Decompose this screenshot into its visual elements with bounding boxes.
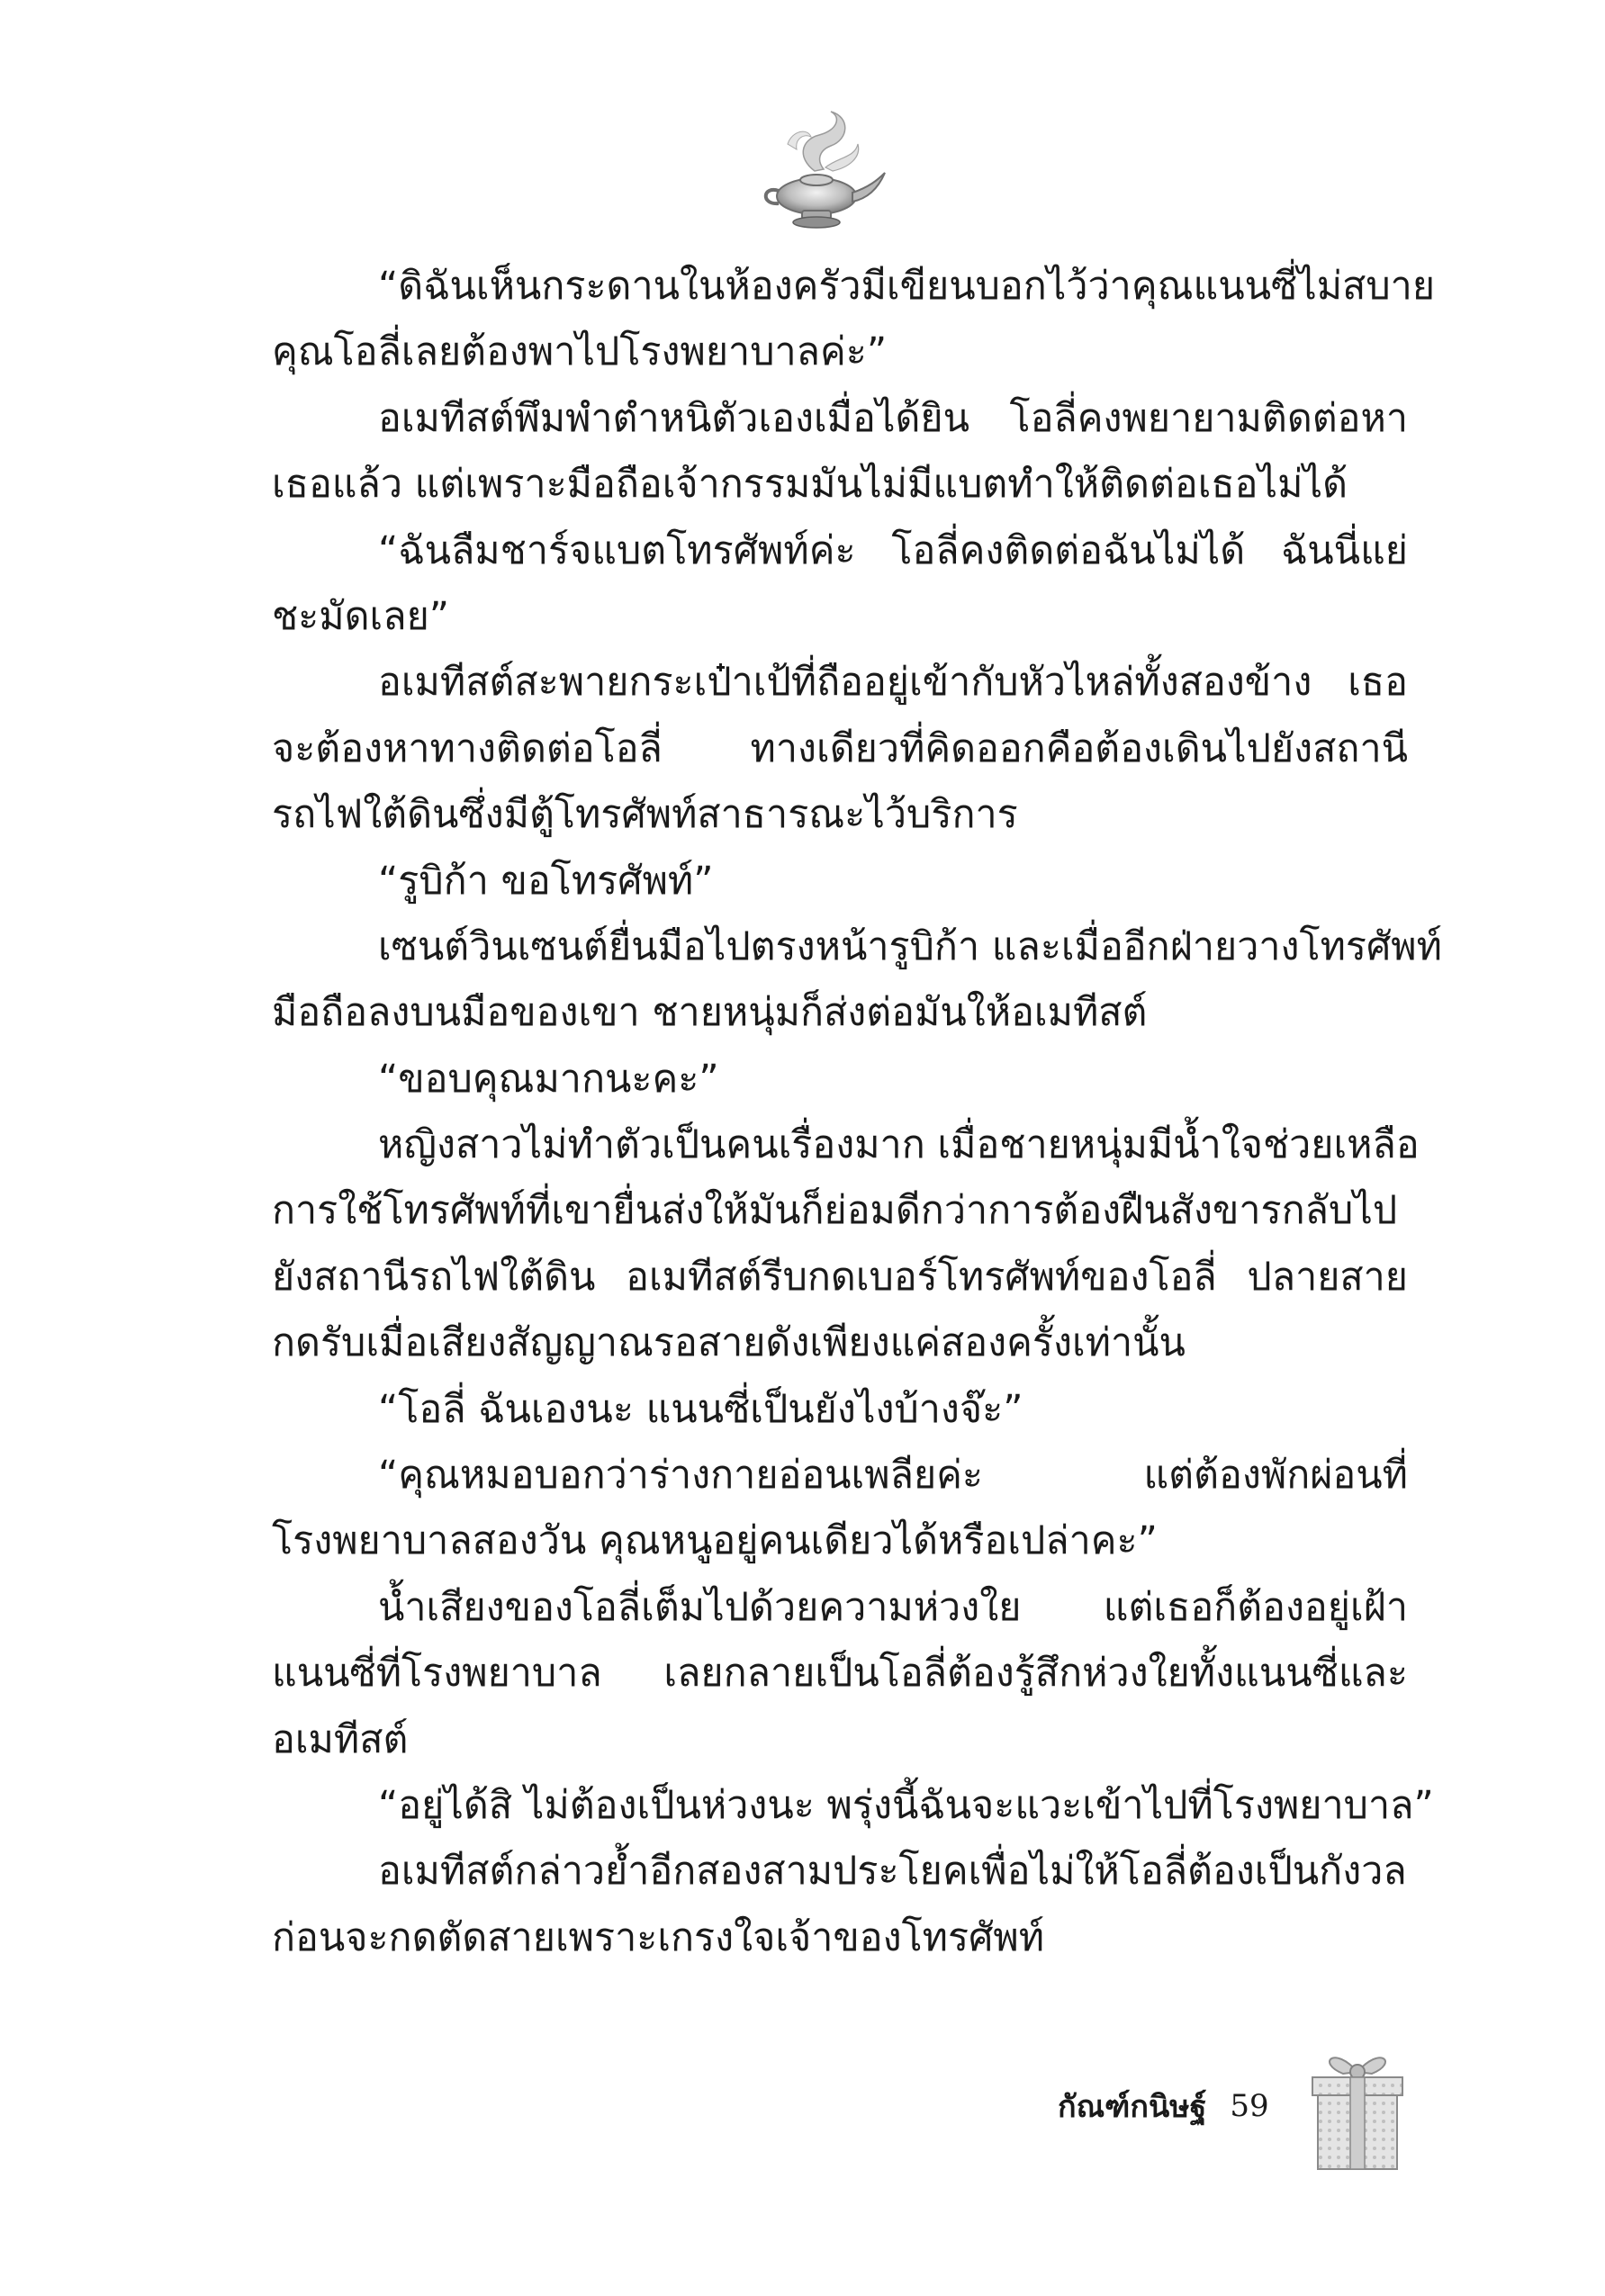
text-line: ยังสถานีรถไฟใต้ดิน อเมทีสต์รีบกดเบอร์โทรศัพท์ของโอลี่ ปลายสาย (272, 1254, 1408, 1300)
text-line: อเมทีสต์สะพายกระเป๋าเป้ที่ถืออยู่เข้ากับหัวไหล่ทั้งสองข้าง เธอ (378, 660, 1408, 706)
text-line: อเมทีสต์พึมพำตำหนิตัวเองเมื่อได้ยิน โอลี่คงพยายามติดต่อหา (378, 395, 1408, 441)
text-line: “อยู่ได้สิ ไม่ต้องเป็นห่วงนะ พรุ่งนี้ฉันจะแวะเข้าไปที่โรงพยาบาล” (378, 1782, 1434, 1828)
text-line: “รูบิก้า ขอโทรศัพท์” (378, 858, 714, 904)
text-line: ก่อนจะกดตัดสายเพราะเกรงใจเจ้าของโทรศัพท์ (272, 1914, 1045, 1960)
text-line: อเมทีสต์ (272, 1716, 409, 1762)
text-line: เธอแล้ว แต่เพราะมือถือเจ้ากรรมมันไม่มีแบตทำให้ติดต่อเธอไม่ได้ (272, 462, 1348, 508)
page-number: 59 (1230, 2088, 1269, 2124)
text-line: โรงพยาบาลสองวัน คุณหนูอยู่คนเดียวได้หรือเปล่าคะ” (272, 1518, 1158, 1564)
text-line: การใช้โทรศัพท์ที่เขายื่นส่งให้มันก็ย่อมดีกว่าการต้องฝืนสังขารกลับไป (272, 1188, 1398, 1234)
text-line: “คุณหมอบอกว่าร่างกายอ่อนเพลียค่ะ แต่ต้องพักผ่อนที่ (378, 1453, 1408, 1499)
gift-box-icon (1307, 2036, 1408, 2173)
body-text (272, 254, 1442, 1971)
text-line: “โอลี่ ฉันเองนะ แนนซี่เป็นยังไงบ้างจ๊ะ” (378, 1386, 1023, 1432)
text-line: “ขอบคุณมากนะคะ” (378, 1056, 719, 1102)
text-line: “ดิฉันเห็นกระดานในห้องครัวมีเขียนบอกไว้ว่าคุณแนนซี่ไม่สบาย (378, 264, 1436, 309)
text-line: อเมทีสต์กล่าวย้ำอีกสองสามประโยคเพื่อไม่ให้โอลี่ต้องเป็นกังวล (378, 1849, 1407, 1895)
text-line: กดรับเมื่อเสียงสัญญาณรอสายดังเพียงแค่สองครั้งเท่านั้น (272, 1320, 1186, 1366)
text-line: หญิงสาวไม่ทำตัวเป็นคนเรื่องมาก เมื่อชายหนุ่มมีน้ำใจช่วยเหลือ (378, 1122, 1420, 1168)
text-line: แนนซี่ที่โรงพยาบาล เลยกลายเป็นโอลี่ต้องรู้สึกห่วงใยทั้งแนนซี่และ (272, 1651, 1408, 1697)
text-line: คุณโอลี่เลยต้องพาไปโรงพยาบาลค่ะ” (272, 329, 888, 375)
text-line: เซนต์วินเซนต์ยื่นมือไปตรงหน้ารูบิก้า และเมื่ออีกฝ่ายวางโทรศัพท์ (378, 923, 1442, 969)
page-footer (1058, 2075, 1269, 2138)
text-line: “ฉันลืมชาร์จแบตโทรศัพท์ค่ะ โอลี่คงติดต่อฉันไม่ได้ ฉันนี่แย่ (378, 527, 1408, 573)
magic-lamp-icon (752, 108, 887, 230)
text-line: น้ำเสียงของโอลี่เต็มไปด้วยความห่วงใย แต่เธอก็ต้องอยู่เฝ้า (378, 1584, 1408, 1630)
text-line: มือถือลงบนมือของเขา ชายหนุ่มก็ส่งต่อมันให้อเมทีสต์ (272, 990, 1148, 1036)
text-line: รถไฟใต้ดินซึ่งมีตู้โทรศัพท์สาธารณะไว้บริการ (272, 792, 1018, 838)
text-line: จะต้องหาทางติดต่อโอลี่ ทางเดียวที่คิดออกคือต้องเดินไปยังสถานี (272, 725, 1408, 771)
book-title: กัณฑ์กนิษฐ์ (1058, 2089, 1207, 2125)
text-line: ชะมัดเลย” (272, 593, 450, 639)
